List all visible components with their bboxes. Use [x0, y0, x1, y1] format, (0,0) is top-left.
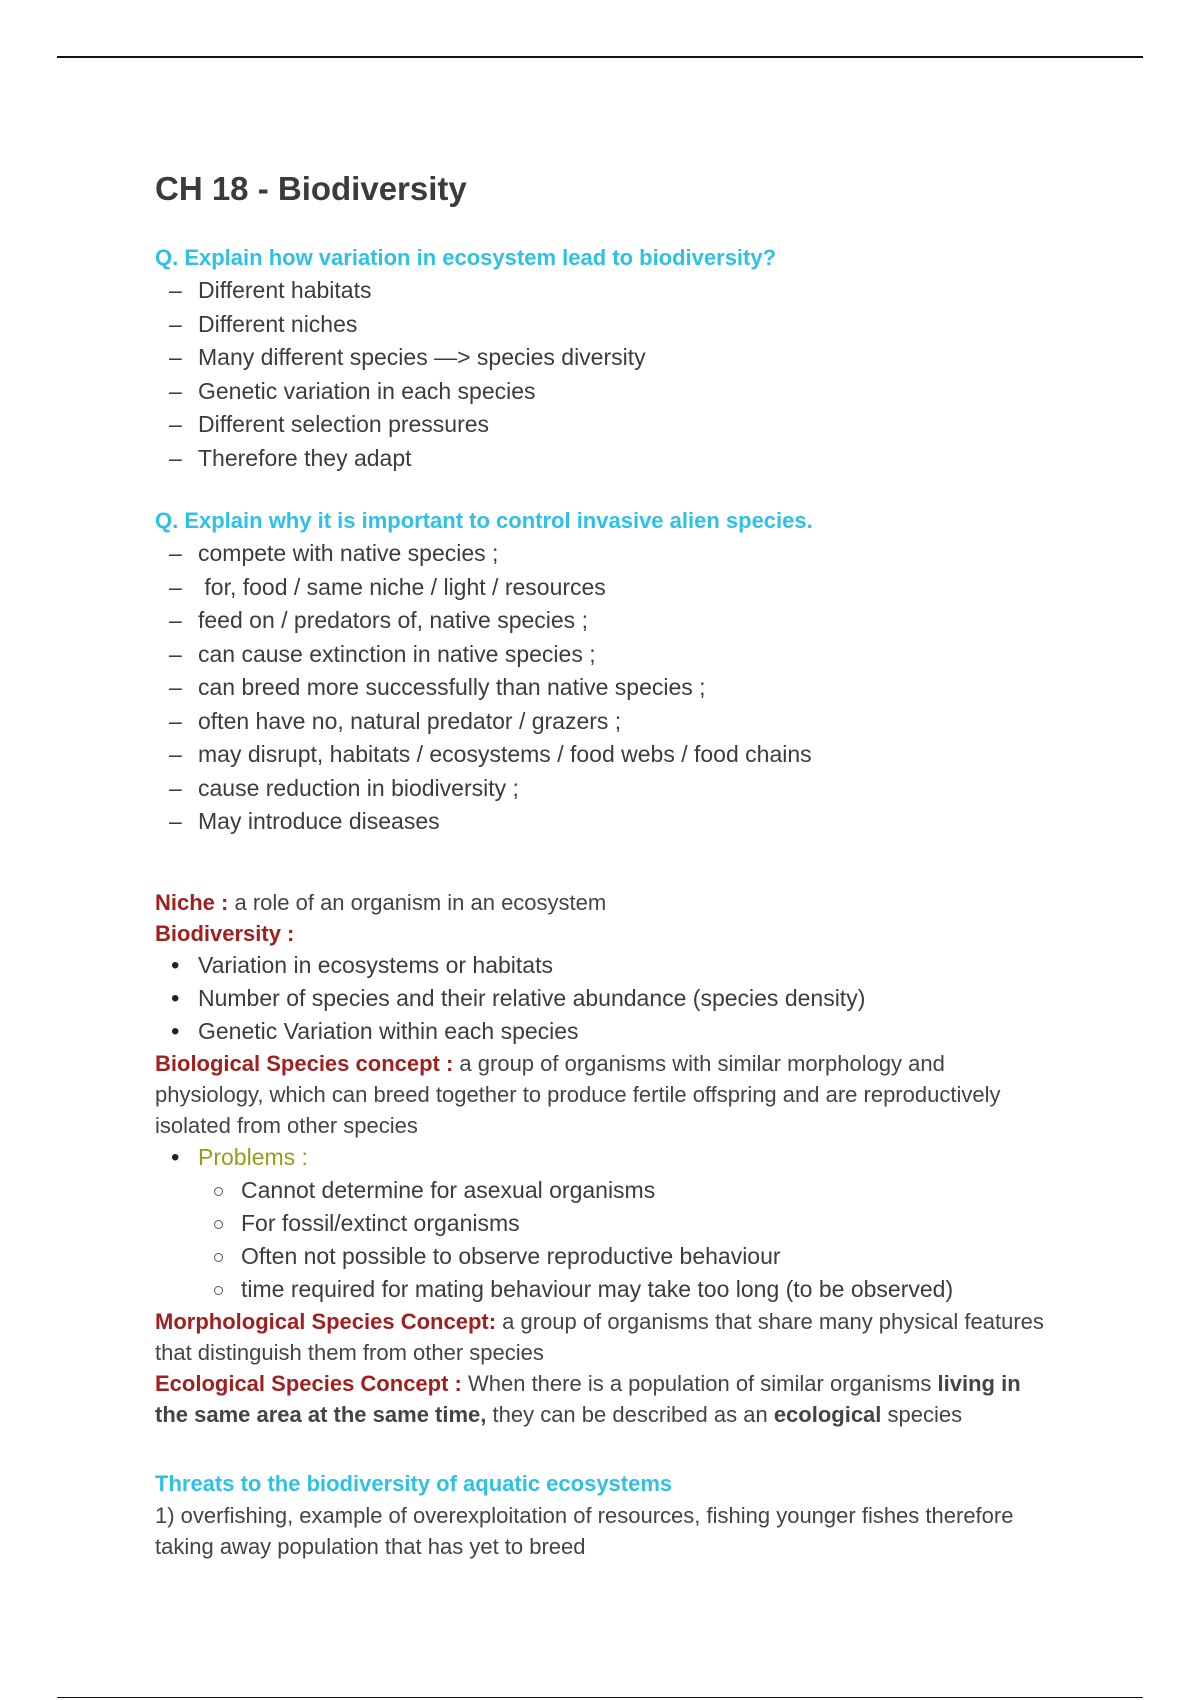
esc-text-1: When there is a population of similar organisms	[461, 1370, 938, 1396]
list-item: Often not possible to observe reproductive behaviour	[212, 1240, 1055, 1273]
list-item	[169, 1141, 1055, 1306]
list-item: time required for mating behaviour may take too long (to be observed)	[212, 1273, 1055, 1306]
list-item: – May introduce diseases	[169, 805, 1055, 839]
list-item: • Variation in ecosystems or habitats	[169, 949, 1055, 982]
list-item: – may disrupt, habitats / ecosystems / food webs / food chains	[169, 738, 1055, 772]
list-item: – Different selection pressures	[169, 408, 1055, 442]
esc-bold-2: ecological	[773, 1401, 882, 1427]
list-item: – can breed more successfully than native species ;	[169, 671, 1055, 705]
question-1-list	[155, 274, 1055, 475]
niche-definition	[155, 887, 1055, 918]
niche-text: a role of an organism in an ecosystem	[228, 889, 607, 915]
page-title: CH 18 - Biodiversity	[155, 170, 467, 207]
esc-text-3: species	[881, 1401, 963, 1427]
list-item: – compete with native species ;	[169, 537, 1055, 571]
list-item: • Genetic Variation within each species	[169, 1015, 1055, 1048]
ecological-species-concept	[155, 1368, 1055, 1430]
list-item: – often have no, natural predator / grazers ;	[169, 705, 1055, 739]
bsc-term: Biological Species concept :	[155, 1050, 454, 1076]
list-item: – for, food / same niche / light / resources	[169, 571, 1055, 605]
list-item: For fossil/extinct organisms	[212, 1207, 1055, 1240]
esc-term: Ecological Species Concept :	[155, 1370, 462, 1396]
list-item: – Different habitats	[169, 274, 1055, 308]
problems-label: Problems :	[198, 1143, 308, 1170]
msc-term: Morphological Species Concept:	[155, 1308, 497, 1334]
problems-sublist	[198, 1174, 1055, 1306]
list-item: Cannot determine for asexual organisms	[212, 1174, 1055, 1207]
document-body	[155, 170, 1055, 1562]
question-2-list	[155, 537, 1055, 839]
threats-text: 1) overfishing, example of overexploitation of resources, fishing younger fishes therefore taking away population that has yet to breed	[155, 1502, 1014, 1559]
msc-text: a group of organisms that share many physical features that distinguish them from other species	[155, 1308, 1044, 1365]
top-rule	[57, 56, 1143, 58]
list-item: – Genetic variation in each species	[169, 375, 1055, 409]
biodiversity-term: Biodiversity :	[155, 920, 295, 946]
esc-text-2: they can be described as an	[486, 1401, 774, 1427]
biodiversity-heading	[155, 918, 1055, 949]
list-item: – Different niches	[169, 308, 1055, 342]
problems-list	[155, 1141, 1055, 1306]
list-item: – Therefore they adapt	[169, 442, 1055, 476]
threats-heading: Threats to the biodiversity of aquatic ecosystems	[155, 1470, 673, 1496]
biodiversity-list	[155, 949, 1055, 1048]
esc-bold-1: living in the same area at the same time,	[155, 1370, 1021, 1427]
list-item: – Many different species —> species diversity	[169, 341, 1055, 375]
bsc-text: a group of organisms with similar morphology and physiology, which can breed together to produce fertile offspring and are reproductively isolated from other species	[155, 1050, 1001, 1138]
question-2: Q. Explain why it is important to control invasive alien species.	[155, 508, 813, 533]
bottom-rule	[57, 1697, 1143, 1698]
list-item: • Number of species and their relative abundance (species density)	[169, 982, 1055, 1015]
biological-species-concept	[155, 1048, 1055, 1141]
list-item: – cause reduction in biodiversity ;	[169, 772, 1055, 806]
morphological-species-concept	[155, 1306, 1055, 1368]
question-1: Q. Explain how variation in ecosystem lead to biodiversity?	[155, 245, 777, 270]
niche-term: Niche :	[155, 889, 229, 915]
list-item: – can cause extinction in native species ;	[169, 638, 1055, 672]
list-item: – feed on / predators of, native species ;	[169, 604, 1055, 638]
